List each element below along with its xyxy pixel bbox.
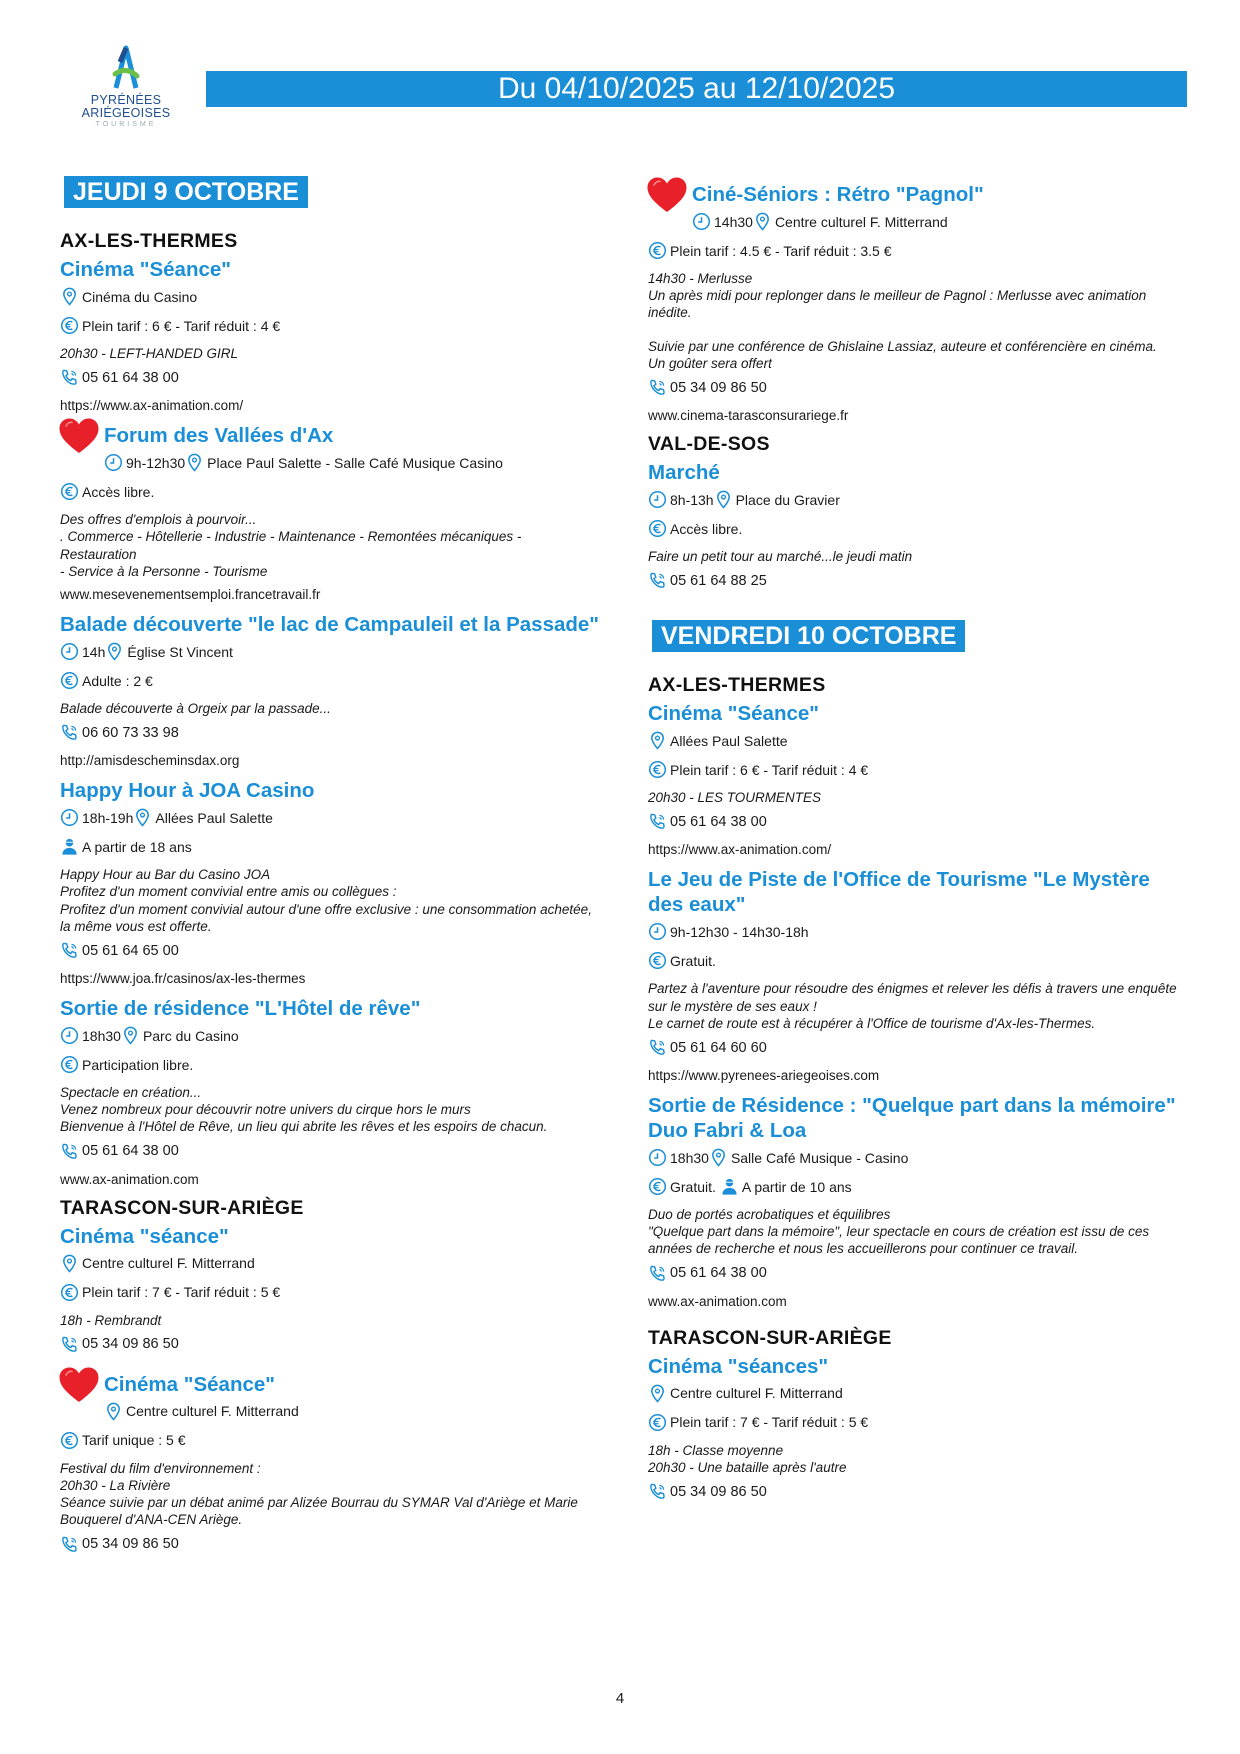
- event-title: Cinéma "Séance": [104, 1372, 275, 1396]
- event-description-extra: Suivie par une conférence de Ghislaine Lassiaz, auteure et conférencière en cinéma. Un goûter sera offert: [648, 338, 1157, 371]
- town-heading: AX-LES-THERMES: [60, 230, 238, 252]
- location-pin-icon: [648, 1384, 667, 1403]
- heart-icon: [646, 176, 688, 214]
- location-pin-icon: [60, 1254, 79, 1273]
- location-pin-icon: [105, 642, 124, 661]
- event-description: 14h30 - Merlusse Un après midi pour replonger dans le meilleur de Pagnol : Merlusse avec animation inédite.: [648, 271, 1147, 321]
- euro-icon: [648, 519, 667, 538]
- event-place: Centre culturel F. Mitterrand: [648, 1384, 1188, 1403]
- location-pin-icon: [133, 808, 152, 827]
- phone-icon: [60, 1335, 79, 1354]
- event-title: Sortie de résidence "L'Hôtel de rêve": [60, 997, 421, 1021]
- event-time-place: 18h30 Salle Café Musique - Casino: [648, 1148, 1188, 1167]
- event-phone: 05 61 64 60 60: [648, 1038, 1188, 1057]
- event-title: Happy Hour à JOA Casino: [60, 779, 315, 803]
- phone-icon: [60, 1535, 79, 1554]
- euro-icon: [60, 1055, 79, 1074]
- phone-icon: [60, 941, 79, 960]
- heart-icon: [58, 1366, 100, 1404]
- event-place: Allées Paul Salette: [648, 731, 1188, 750]
- town-heading: TARASCON-SUR-ARIÈGE: [648, 1326, 892, 1349]
- phone-icon: [648, 1482, 667, 1501]
- event-price: Accès libre.: [60, 482, 600, 501]
- phone-icon: [648, 1264, 667, 1283]
- phone-icon: [60, 1142, 79, 1161]
- event-item: [60, 778, 600, 988]
- event-price: Tarif unique : 5 €: [60, 1431, 600, 1450]
- euro-icon: [648, 951, 667, 970]
- phone-icon: [648, 812, 667, 831]
- location-pin-icon: [104, 1402, 123, 1421]
- phone-icon: [60, 368, 79, 387]
- event-item: [60, 257, 600, 415]
- phone-icon: [648, 1038, 667, 1057]
- event-price: Gratuit.: [648, 951, 1188, 970]
- clock-icon: [648, 1148, 667, 1167]
- event-title: Sortie de Résidence : "Quelque part dans la mémoire" Duo Fabri & Loa: [648, 1094, 1176, 1143]
- event-description: Happy Hour au Bar du Casino JOA Profitez d'un moment convivial entre amis ou collègues : Profitez d'un moment convivial autour d'une offre exclusive : une consommation achetée, la même vous est offerte.: [60, 867, 592, 934]
- left-column: [60, 176, 600, 1564]
- event-time-place: 14h Église St Vincent: [60, 642, 600, 661]
- event-time-place: 14h30 Centre culturel F. Mitterrand: [648, 212, 1188, 231]
- day-header: JEUDI 9 OCTOBRE: [64, 176, 308, 208]
- event-phone: 05 61 64 38 00: [648, 812, 1188, 831]
- euro-icon: [648, 760, 667, 779]
- event-phone: 05 61 64 38 00: [648, 1264, 1188, 1283]
- event-description: 18h - Rembrandt: [60, 1312, 162, 1328]
- event-price: Plein tarif : 6 € - Tarif réduit : 4 €: [60, 316, 600, 335]
- page-number: 4: [615, 1690, 625, 1707]
- event-item: [60, 1372, 600, 1554]
- event-time: 9h-12h30 - 14h30-18h: [648, 922, 1188, 941]
- event-description: Festival du film d'environnement : 20h30 - La Rivière Séance suivie par un débat animé par Alizée Bourrau du SYMAR Val d'Ariège et Marie Bouquerel d'ANA-CEN Ariège.: [60, 1460, 578, 1528]
- phone-icon: [648, 378, 667, 397]
- event-title: Cinéma "Séance": [648, 702, 819, 726]
- event-description: 18h - Classe moyenne 20h30 - Une bataille après l'autre: [648, 1442, 847, 1475]
- event-description: Partez à l'aventure pour résoudre des énigmes et relever les défis à travers une enquête sur le mystère de ses eaux ! Le carnet de route est à récupérer à l'Office de tourisme d'Ax-les-Thermes.: [648, 981, 1177, 1031]
- event-title: Le Jeu de Piste de l'Office de Tourisme "Le Mystère des eaux": [648, 868, 1150, 917]
- euro-icon: [60, 1283, 79, 1302]
- heart-icon: [58, 417, 100, 455]
- person-icon: [60, 837, 79, 856]
- event-item: [648, 1093, 1188, 1311]
- clock-icon: [60, 642, 79, 661]
- event-price: Adulte : 2 €: [60, 671, 600, 690]
- event-price: Plein tarif : 4.5 € - Tarif réduit : 3.5 €: [648, 241, 1188, 260]
- event-price: Accès libre.: [648, 519, 1188, 538]
- event-link[interactable]: https://www.pyrenees-ariegeoises.com: [648, 1068, 880, 1084]
- location-pin-icon: [121, 1026, 140, 1045]
- logo-text-line1: PYRÉNÉES: [90, 93, 162, 107]
- event-price: Participation libre.: [60, 1055, 600, 1074]
- date-range-banner: Du 04/10/2025 au 12/10/2025: [206, 71, 1187, 107]
- event-time-place: 9h-12h30 Place Paul Salette - Salle Café Musique Casino: [60, 453, 600, 472]
- event-phone: 05 34 09 86 50: [648, 1482, 1188, 1501]
- euro-icon: [60, 482, 79, 501]
- event-description: Duo de portés acrobatiques et équilibres "Quelque part dans la mémoire", leur spectacle en cours de création est issu de ces années de recherche et nous les accueillerons pour continuer ce travail.: [648, 1207, 1150, 1257]
- event-price: Plein tarif : 7 € - Tarif réduit : 5 €: [60, 1283, 600, 1302]
- clock-icon: [60, 808, 79, 827]
- event-link[interactable]: www.cinema-tarasconsurariege.fr: [648, 408, 849, 424]
- event-description: Spectacle en création... Venez nombreux pour découvrir notre univers du cirque hors le murs Bienvenue à l'Hôtel de Rêve, un lieu qui abrite les rêves et les espoirs de chacun.: [60, 1085, 548, 1135]
- location-pin-icon: [714, 490, 733, 509]
- logo-mark-icon: [106, 40, 146, 94]
- event-price-age: Gratuit. A partir de 10 ans: [648, 1177, 1188, 1196]
- event-title: Ciné-Séniors : Rétro "Pagnol": [692, 183, 984, 206]
- event-phone: 05 34 09 86 50: [60, 1335, 600, 1354]
- event-age: A partir de 18 ans: [60, 837, 600, 856]
- event-title: Forum des Vallées d'Ax: [104, 424, 334, 448]
- person-icon: [720, 1177, 739, 1196]
- event-description: 20h30 - LEFT-HANDED GIRL: [60, 346, 239, 361]
- town-heading: AX-LES-THERMES: [648, 674, 826, 697]
- event-phone: 05 61 64 65 00: [60, 941, 600, 960]
- event-phone: 05 61 64 38 00: [60, 368, 600, 387]
- location-pin-icon: [648, 731, 667, 750]
- town-heading: TARASCON-SUR-ARIÈGE: [60, 1196, 304, 1219]
- event-title: Cinéma "séance": [60, 1224, 229, 1248]
- phone-icon: [648, 571, 667, 590]
- event-link[interactable]: https://www.joa.fr/casinos/ax-les-thermes: [60, 971, 306, 987]
- event-item: [60, 612, 600, 770]
- event-link[interactable]: https://www.ax-animation.com/: [60, 398, 244, 414]
- location-pin-icon: [60, 287, 79, 306]
- event-title: Marché: [648, 461, 720, 485]
- right-column: [648, 180, 1188, 1511]
- logo: [74, 40, 178, 128]
- logo-text-line2: ARIÉGEOISES: [81, 106, 171, 120]
- event-price: Plein tarif : 6 € - Tarif réduit : 4 €: [648, 760, 1188, 779]
- town-heading: VAL-DE-SOS: [648, 433, 770, 456]
- logo-text-line3: TOURISME: [95, 121, 157, 128]
- event-item: [648, 460, 1188, 590]
- event-title: Balade découverte "le lac de Campauleil et la Passade": [60, 613, 600, 637]
- clock-icon: [692, 212, 711, 231]
- event-description: Balade découverte à Orgeix par la passade...: [60, 701, 331, 717]
- euro-icon: [648, 241, 667, 260]
- event-place: Centre culturel F. Mitterrand: [60, 1254, 600, 1273]
- event-item: [60, 996, 600, 1189]
- event-title: Cinéma "Séance": [60, 258, 231, 281]
- day-header: VENDREDI 10 OCTOBRE: [652, 620, 965, 652]
- euro-icon: [60, 1431, 79, 1450]
- event-title: Cinéma "séances": [648, 1354, 829, 1378]
- location-pin-icon: [753, 212, 772, 231]
- event-phone: 05 34 09 86 50: [60, 1535, 600, 1554]
- event-link[interactable]: http://amisdescheminsdax.org: [60, 753, 240, 769]
- location-pin-icon: [185, 453, 204, 472]
- clock-icon: [648, 922, 667, 941]
- event-phone: 05 61 64 88 25: [648, 571, 1188, 590]
- clock-icon: [104, 453, 123, 472]
- event-link[interactable]: https://www.ax-animation.com/: [648, 842, 832, 858]
- phone-icon: [60, 723, 79, 742]
- event-time-place: 18h-19h Allées Paul Salette: [60, 808, 600, 827]
- euro-icon: [60, 316, 79, 335]
- event-description: 20h30 - LES TOURMENTES: [648, 790, 822, 806]
- event-phone: 05 34 09 86 50: [648, 378, 1188, 397]
- clock-icon: [648, 490, 667, 509]
- event-item: [60, 423, 600, 604]
- event-item: [648, 867, 1188, 1085]
- event-item: [648, 1354, 1188, 1501]
- event-description: Faire un petit tour au marché...le jeudi matin: [648, 549, 913, 565]
- euro-icon: [648, 1413, 667, 1432]
- event-place: Cinéma du Casino: [60, 287, 600, 306]
- euro-icon: [648, 1177, 667, 1196]
- event-phone: 05 61 64 38 00: [60, 1142, 600, 1161]
- event-phone: 06 60 73 33 98: [60, 723, 600, 742]
- event-link[interactable]: www.ax-animation.com: [648, 1293, 787, 1309]
- location-pin-icon: [709, 1148, 728, 1167]
- euro-icon: [60, 671, 79, 690]
- event-place: Centre culturel F. Mitterrand: [60, 1402, 600, 1421]
- event-item: [60, 1224, 600, 1354]
- clock-icon: [60, 1026, 79, 1045]
- event-item: [648, 701, 1188, 859]
- event-link[interactable]: www.ax-animation.com: [60, 1171, 199, 1187]
- event-link[interactable]: www.mesevenementsemploi.francetravail.fr: [60, 587, 321, 603]
- event-time-place: 18h30 Parc du Casino: [60, 1026, 600, 1045]
- event-description: Des offres d'emplois à pourvoir... . Commerce - Hôtellerie - Industrie - Maintenance - Remontées mécaniques - Restauration - Service à la Personne - Tourisme: [60, 512, 522, 579]
- event-item: [648, 182, 1188, 425]
- event-price: Plein tarif : 7 € - Tarif réduit : 5 €: [648, 1413, 1188, 1432]
- event-time-place: 8h-13h Place du Gravier: [648, 490, 1188, 509]
